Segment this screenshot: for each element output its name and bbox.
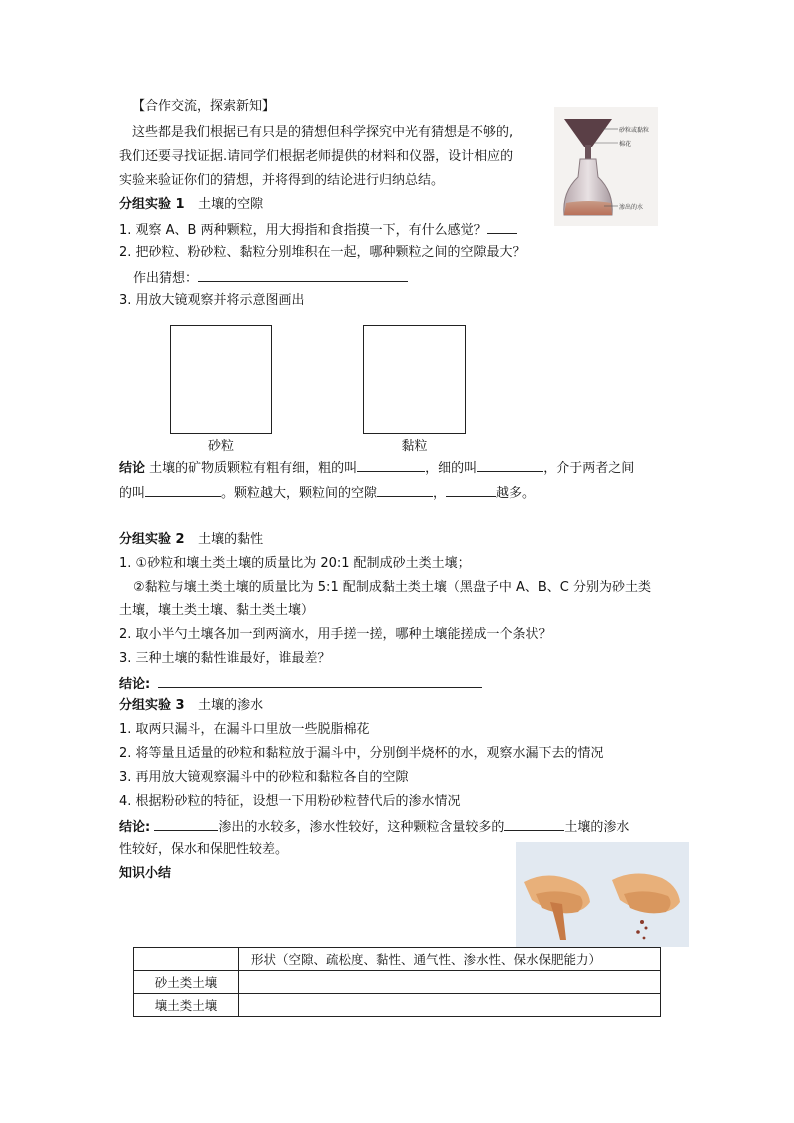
exp2-item-1c: 土壤，壤土类土壤、黏土类土壤） xyxy=(119,603,315,618)
exp1-item-3: 3. 用放大镜观察并将示意图画出 xyxy=(119,293,305,308)
conclusion-text-d: 的叫 xyxy=(119,486,146,501)
exp1-title-prefix: 分组实验 1 xyxy=(119,197,185,212)
summary-title: 知识小结 xyxy=(119,866,172,881)
blank[interactable] xyxy=(446,484,496,497)
drawing-box-clay[interactable] xyxy=(363,325,466,434)
exp3-item-2: 2. 将等量且适量的砂粒和黏粒放于漏斗中，分别倒半烧杯的水，观察水漏下去的情况 xyxy=(119,746,604,761)
exp2-item-3: 3. 三种土壤的黏性谁最好，谁最差？ xyxy=(119,651,331,666)
table-row xyxy=(134,994,661,1017)
table-row xyxy=(134,971,661,994)
exp1-item-2: 2. 把砂粒、粉砂粒、黏粒分别堆积在一起，哪种颗粒之间的空隙最大？ xyxy=(119,245,526,260)
blank[interactable] xyxy=(357,459,425,472)
summary-table xyxy=(133,947,661,1017)
conclusion-label: 结论: xyxy=(119,677,151,692)
hands-rubbing-soil-illustration xyxy=(516,842,689,947)
exp1-conclusion-line-1 xyxy=(119,459,634,477)
conclusion-text-a: 土壤的矿物质颗粒有粗有细，粗的叫 xyxy=(149,461,358,476)
row-label-loam-soil: 壤土类土壤 xyxy=(134,994,239,1017)
exp1-item-1 xyxy=(119,221,517,239)
blank[interactable] xyxy=(145,484,221,497)
drawing-box-sand[interactable] xyxy=(170,325,272,434)
table-row xyxy=(134,948,661,971)
conclusion-text-f: ， xyxy=(433,486,447,501)
caption-sand: 砂粒 xyxy=(207,439,234,454)
intro-line-1: 这些都是我们根据已有只是的猜想但科学探究中光有猜想是不够的, xyxy=(132,125,514,140)
exp1-guess xyxy=(133,269,408,287)
exp3-title-prefix: 分组实验 3 xyxy=(119,698,185,713)
blank[interactable] xyxy=(377,484,433,497)
funnel-experiment-photo xyxy=(554,107,658,226)
exp3-item-1: 1. 取两只漏斗，在漏斗口里放一些脱脂棉花 xyxy=(119,722,370,737)
conclusion-blank[interactable] xyxy=(158,675,482,688)
exp3-conclusion-line-2: 性较好，保水和保肥性较差。 xyxy=(119,842,289,857)
blank[interactable] xyxy=(477,459,543,472)
exp2-conclusion xyxy=(119,675,482,693)
row-label-sandy-soil: 砂土类土壤 xyxy=(134,971,239,994)
conclusion-label: 结论: xyxy=(119,820,151,835)
label-water: 渗出的水 xyxy=(619,204,644,211)
label-cotton: 棉花 xyxy=(619,141,632,148)
table-header: 形状（空隙、疏松度、黏性、通气性、渗水性、保水保肥能力） xyxy=(239,948,661,971)
exp1-conclusion-line-2 xyxy=(119,484,535,502)
exp2-title xyxy=(119,532,263,548)
table-cell-input[interactable] xyxy=(239,971,661,994)
exp1-title-topic: 土壤的空隙 xyxy=(198,197,264,212)
table-cell-empty xyxy=(134,948,239,971)
conclusion-text-e: 。颗粒越大，颗粒间的空隙 xyxy=(221,486,378,501)
funnel-illustration xyxy=(554,107,658,226)
exp2-item-1b: ②黏粒与壤土类土壤的质量比为 5:1 配制成黏土类土壤（黑盘子中 A、B、C 分别为砂土类 xyxy=(133,580,651,595)
hands-photo xyxy=(516,842,689,947)
conclusion-label: 结论 xyxy=(119,461,146,476)
conclusion-text-a: 渗出的水较多，渗水性较好，这种颗粒含量较多的 xyxy=(218,820,505,835)
exp1-item-1-text: 1. 观察 A、B 两种颗粒，用大拇指和食指摸一下，有什么感觉？ xyxy=(119,223,487,238)
blank[interactable] xyxy=(487,221,517,234)
blank[interactable] xyxy=(154,818,218,831)
exp1-title xyxy=(119,197,263,213)
label-sand-clay: 砂粒或黏粒 xyxy=(619,127,650,134)
caption-clay: 黏粒 xyxy=(401,439,428,454)
intro-line-3: 实验来验证你们的猜想，并将得到的结论进行归纳总结。 xyxy=(119,173,445,188)
intro-line-2: 我们还要寻找证据.请同学们根据老师提供的材料和仪器，设计相应的 xyxy=(119,149,514,164)
exp3-item-3: 3. 再用放大镜观察漏斗中的砂粒和黏粒各自的空隙 xyxy=(119,770,409,785)
guess-blank[interactable] xyxy=(198,269,408,282)
exp3-title-topic: 土壤的渗水 xyxy=(198,698,264,713)
exp3-conclusion-line-1 xyxy=(119,818,629,836)
exp3-item-4: 4. 根据粉砂粒的特征，设想一下用粉砂粒替代后的渗水情况 xyxy=(119,794,461,809)
exp2-title-prefix: 分组实验 2 xyxy=(119,532,185,547)
table-cell-input[interactable] xyxy=(239,994,661,1017)
blank[interactable] xyxy=(504,818,564,831)
exp2-title-topic: 土壤的黏性 xyxy=(198,532,264,547)
exp3-title xyxy=(119,698,263,714)
exp2-item-1a: 1. ①砂粒和壤土类土壤的质量比为 20:1 配制成砂土类土壤； xyxy=(119,556,471,571)
section-heading: 【合作交流，探索新知】 xyxy=(132,99,276,114)
exp2-item-2: 2. 取小半勺土壤各加一到两滴水，用手搓一搓，哪种土壤能搓成一个条状？ xyxy=(119,627,552,642)
guess-label: 作出猜想： xyxy=(133,271,199,286)
conclusion-text-g: 越多。 xyxy=(496,486,536,501)
conclusion-text-c: ，介于两者之间 xyxy=(543,461,635,476)
conclusion-text-b: 土壤的渗水 xyxy=(564,820,630,835)
conclusion-text-b: ，细的叫 xyxy=(425,461,478,476)
